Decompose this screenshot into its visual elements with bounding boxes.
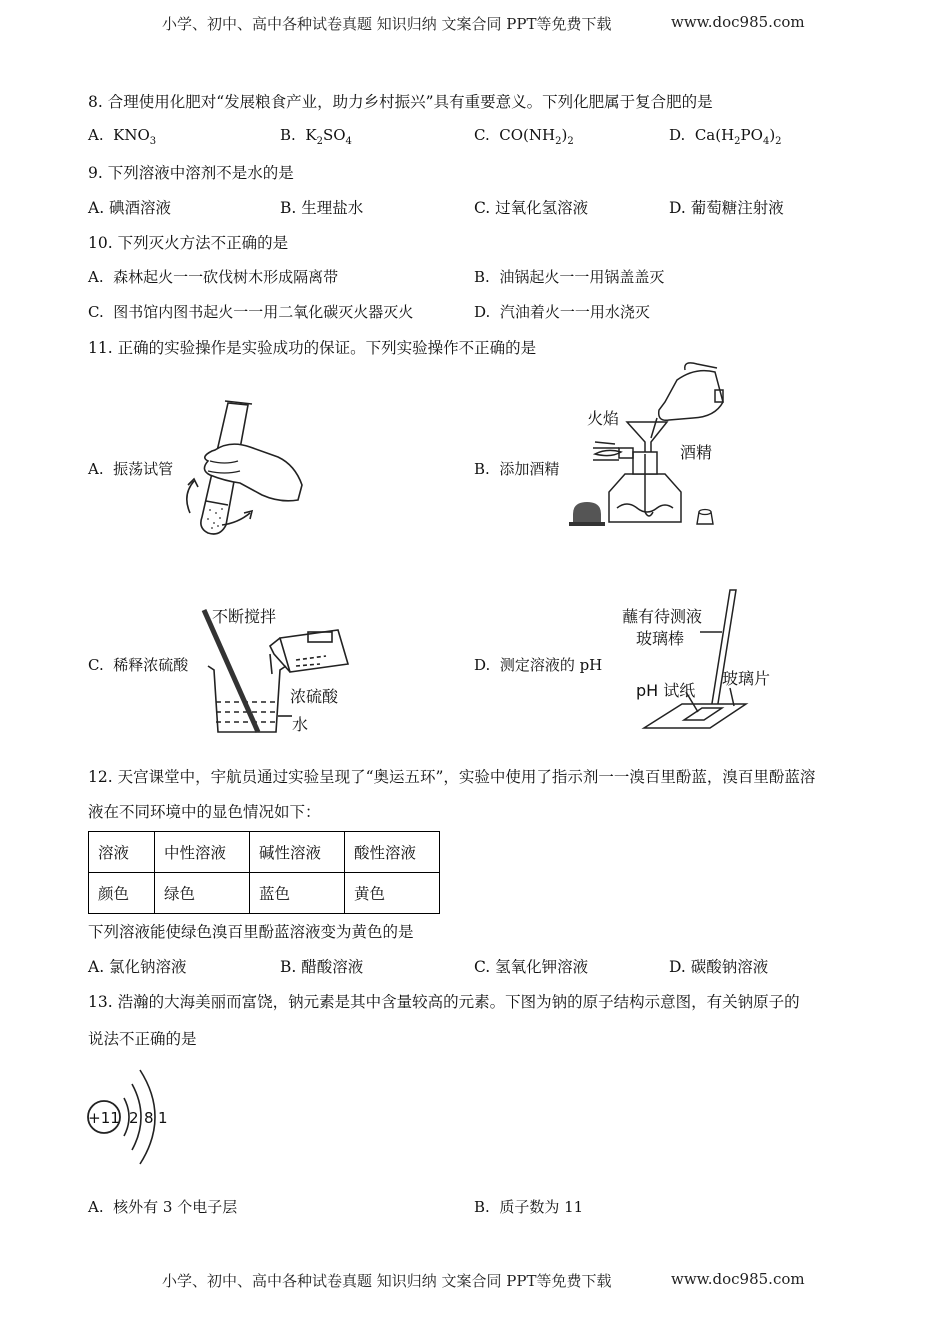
q11-stem: 11. 正确的实验操作是实验成功的保证。下列实验操作不正确的是 <box>88 339 537 357</box>
figure-dilute-acid <box>200 598 360 738</box>
figure-measure-ph <box>618 588 788 738</box>
table-row <box>89 832 440 873</box>
q8-stem: 8. 合理使用化肥对“发展粮食产业，助力乡村振兴”具有重要意义。下列化肥属于复合肥的是 <box>88 93 713 111</box>
q9-option-d: D. 葡萄糖注射液 <box>669 199 784 217</box>
label-flame: 火焰 <box>587 409 620 428</box>
q12-option-b: B. 醋酸溶液 <box>280 958 364 976</box>
q8-option-d: D. $Ca(H_2PO_4)_2$ <box>669 126 782 147</box>
shell-1-electrons: 2 <box>129 1109 139 1127</box>
q13-option-b: B. 质子数为 11 <box>474 1198 584 1216</box>
table-cell: 黄色 <box>345 873 440 914</box>
table-cell: 颜色 <box>89 873 155 914</box>
label-glass-plate: 玻璃片 <box>722 669 771 688</box>
q11-option-d: D. 测定溶液的 pH <box>474 656 603 674</box>
q10-option-a: A. 森林起火一一砍伐树木形成隔离带 <box>88 268 339 286</box>
header-text: 小学、初中、高中各种试卷真题 知识归纳 文案合同 PPT等免费下载 <box>162 15 612 33</box>
table-row <box>89 873 440 914</box>
q11-option-c: C. 稀释浓硫酸 <box>88 656 189 674</box>
q12-option-c: C. 氢氧化钾溶液 <box>474 958 589 976</box>
table-cell: 绿色 <box>155 873 250 914</box>
footer-url[interactable]: www.doc985.com <box>671 1270 805 1288</box>
q8-option-a: A. $KNO_3$ <box>88 126 157 147</box>
q12-question: 下列溶液能使绿色溴百里酚蓝溶液变为黄色的是 <box>88 923 414 941</box>
q12-option-d: D. 碳酸钠溶液 <box>669 958 769 976</box>
q11-option-b: B. 添加酒精 <box>474 460 560 478</box>
q13-option-a: A. 核外有 3 个电子层 <box>88 1198 238 1216</box>
label-rod: 玻璃棒 <box>636 629 685 648</box>
q12-option-a: A. 氯化钠溶液 <box>88 958 187 976</box>
figure-shake-test-tube <box>170 395 310 545</box>
label-ph-paper: pH 试纸 <box>636 681 696 700</box>
q12-stem-line1: 12. 天宫课堂中，宇航员通过实验呈现了“奥运五环”，实验中使用了指示剂一一溴百里酚蓝，溴百里酚蓝溶 <box>88 768 816 786</box>
shell-2-electrons: 8 <box>144 1109 154 1127</box>
q10-option-c: C. 图书馆内图书起火一一用二氧化碳灭火器灭火 <box>88 303 414 321</box>
figure-add-alcohol <box>565 362 735 537</box>
q9-option-b: B. 生理盐水 <box>280 199 364 217</box>
label-rod-liquid: 蘸有待测液 <box>622 607 703 626</box>
q8-option-c: C. $CO(NH_2)_2$ <box>474 126 574 147</box>
q8-option-b: B. $K_2SO_4$ <box>280 126 352 147</box>
q10-option-b: B. 油锅起火一一用锅盖盖灭 <box>474 268 665 286</box>
table-header-cell: 碱性溶液 <box>250 832 345 873</box>
footer-text: 小学、初中、高中各种试卷真题 知识归纳 文案合同 PPT等免费下载 <box>162 1272 612 1290</box>
q10-stem: 10. 下列灭火方法不正确的是 <box>88 234 289 252</box>
q9-option-a: A. 碘酒溶液 <box>88 199 172 217</box>
table-header-cell: 中性溶液 <box>155 832 250 873</box>
q9-stem: 9. 下列溶液中溶剂不是水的是 <box>88 164 294 182</box>
label-acid: 浓硫酸 <box>290 687 339 706</box>
table-header-cell: 酸性溶液 <box>345 832 440 873</box>
label-stir: 不断搅拌 <box>212 607 277 626</box>
q9-option-c: C. 过氧化氢溶液 <box>474 199 589 217</box>
shell-3-electrons: 1 <box>158 1109 168 1127</box>
table-header-cell: 溶液 <box>89 832 155 873</box>
sodium-atom-diagram <box>86 1060 186 1175</box>
label-water: 水 <box>292 715 309 734</box>
q11-option-a: A. 振荡试管 <box>88 460 174 478</box>
nucleus-charge: +11 <box>88 1109 120 1127</box>
q13-stem-line2: 说法不正确的是 <box>88 1030 197 1048</box>
q12-stem-line2: 液在不同环境中的显色情况如下： <box>88 803 321 821</box>
table-cell: 蓝色 <box>250 873 345 914</box>
indicator-color-table <box>88 831 440 914</box>
label-alcohol: 酒精 <box>680 443 713 462</box>
q10-option-d: D. 汽油着火一一用水浇灭 <box>474 303 650 321</box>
q13-stem-line1: 13. 浩瀚的大海美丽而富饶，钠元素是其中含量较高的元素。下图为钠的原子结构示意图，有关钠原子的 <box>88 993 800 1011</box>
header-url[interactable]: www.doc985.com <box>671 13 805 31</box>
